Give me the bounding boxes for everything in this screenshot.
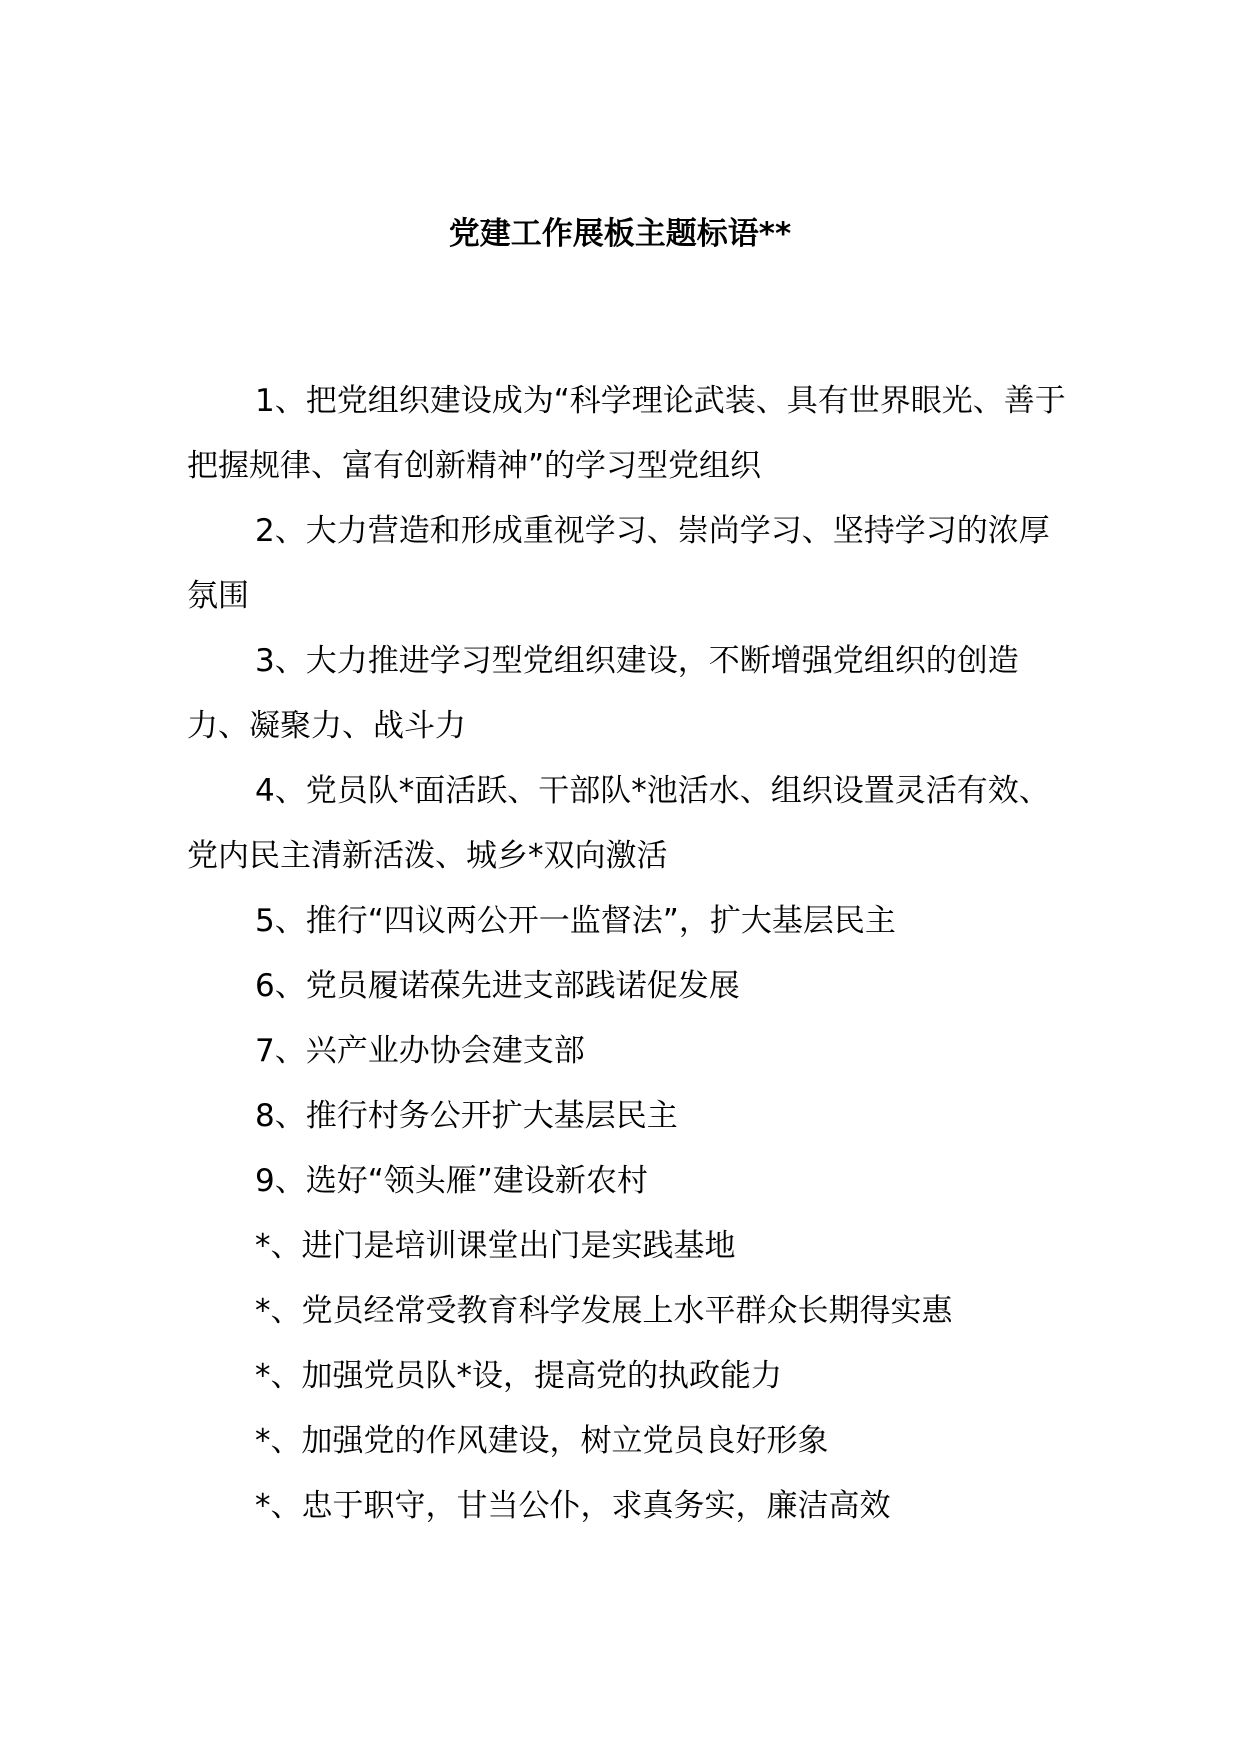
slogan-item: 3、大力推进学习型党组织建设，不断增强党组织的创造力、凝聚力、战斗力 xyxy=(187,643,1019,744)
slogan-item: 9、选好“领头雁”建设新农村 xyxy=(255,1163,648,1199)
slogan-item: 8、推行村务公开扩大基层民主 xyxy=(255,1098,678,1134)
slogan-item: *、忠于职守，甘当公仆，求真务实，廉洁高效 xyxy=(255,1488,891,1524)
slogan-item: *、加强党员队*设，提高党的执政能力 xyxy=(255,1358,782,1394)
slogan-item: 4、党员队*面活跃、干部队*池活水、组织设置灵活有效、党内民主清新活泼、城乡*双向激活 xyxy=(187,773,1050,874)
slogan-item: 1、把党组织建设成为“科学理论武装、具有世界眼光、善于把握规律、富有创新精神”的学习型党组织 xyxy=(187,383,1066,484)
slogan-item: *、进门是培训课堂出门是实践基地 xyxy=(255,1228,736,1264)
slogan-item: 7、兴产业办协会建支部 xyxy=(255,1033,585,1069)
slogan-item: *、党员经常受教育科学发展上水平群众长期得实惠 xyxy=(255,1293,953,1329)
slogan-item: 6、党员履诺葆先进支部践诺促发展 xyxy=(255,968,740,1004)
slogan-list xyxy=(187,369,1067,1539)
document-title: 党建工作展板主题标语** xyxy=(448,216,792,252)
slogan-item: *、加强党的作风建设，树立党员良好形象 xyxy=(255,1423,829,1459)
slogan-item: 2、大力营造和形成重视学习、崇尚学习、坚持学习的浓厚氛围 xyxy=(187,513,1050,614)
slogan-item: 5、推行“四议两公开一监督法”，扩大基层民主 xyxy=(255,903,896,939)
